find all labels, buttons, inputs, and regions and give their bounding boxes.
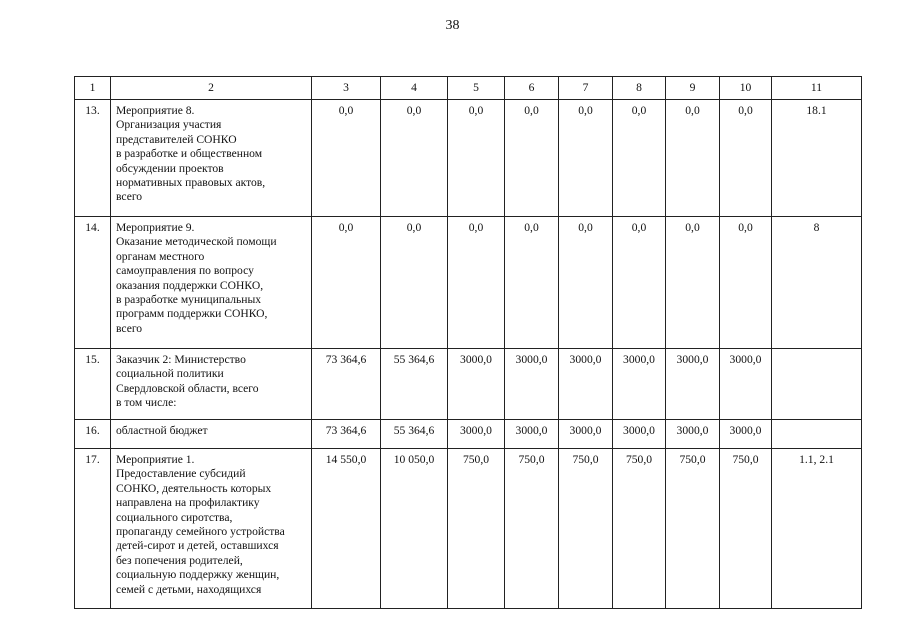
- row-number: 15.: [75, 349, 111, 420]
- target-reference: 1.1, 2.1: [772, 449, 862, 609]
- value-cell: 3000,0: [448, 349, 505, 420]
- column-header: 4: [381, 77, 448, 100]
- column-header: 2: [111, 77, 312, 100]
- value-cell: 73 364,6: [312, 349, 381, 420]
- value-cell: 750,0: [720, 449, 772, 609]
- column-header: 8: [613, 77, 666, 100]
- value-cell: 0,0: [448, 100, 505, 217]
- target-reference: 8: [772, 217, 862, 349]
- value-cell: 3000,0: [559, 349, 613, 420]
- value-cell: 0,0: [381, 217, 448, 349]
- column-header: 1: [75, 77, 111, 100]
- value-cell: 0,0: [559, 217, 613, 349]
- column-header: 6: [505, 77, 559, 100]
- value-cell: 73 364,6: [312, 420, 381, 449]
- value-cell: 0,0: [613, 100, 666, 217]
- value-cell: 55 364,6: [381, 349, 448, 420]
- row-description: областной бюджет: [111, 420, 312, 449]
- row-description: Мероприятие 9. Оказание методической помощи органам местного самоуправления по вопросу оказания поддержки СОНКО, в разработке муниципальных программ поддержки СОНКО, всего: [111, 217, 312, 349]
- value-cell: 3000,0: [613, 420, 666, 449]
- value-cell: 3000,0: [666, 349, 720, 420]
- target-reference: [772, 349, 862, 420]
- value-cell: 0,0: [666, 217, 720, 349]
- value-cell: 750,0: [559, 449, 613, 609]
- target-reference: [772, 420, 862, 449]
- page-number: 38: [445, 18, 460, 33]
- value-cell: 0,0: [312, 100, 381, 217]
- table-row: [75, 349, 862, 420]
- value-cell: 0,0: [720, 217, 772, 349]
- value-cell: 3000,0: [505, 349, 559, 420]
- value-cell: 3000,0: [613, 349, 666, 420]
- column-header: 11: [772, 77, 862, 100]
- table-row: [75, 217, 862, 349]
- value-cell: 0,0: [312, 217, 381, 349]
- row-description: Мероприятие 8. Организация участия представителей СОНКО в разработке и общественном обсуждении проектов нормативных правовых актов, всего: [111, 100, 312, 217]
- column-header: 5: [448, 77, 505, 100]
- value-cell: 0,0: [720, 100, 772, 217]
- column-header: 10: [720, 77, 772, 100]
- row-number: 16.: [75, 420, 111, 449]
- value-cell: 750,0: [613, 449, 666, 609]
- value-cell: 750,0: [666, 449, 720, 609]
- value-cell: 3000,0: [559, 420, 613, 449]
- row-number: 13.: [75, 100, 111, 217]
- value-cell: 0,0: [613, 217, 666, 349]
- column-header: 7: [559, 77, 613, 100]
- value-cell: 3000,0: [720, 349, 772, 420]
- table-header-row: [75, 77, 862, 100]
- column-header: 9: [666, 77, 720, 100]
- value-cell: 3000,0: [505, 420, 559, 449]
- value-cell: 10 050,0: [381, 449, 448, 609]
- value-cell: 55 364,6: [381, 420, 448, 449]
- value-cell: 14 550,0: [312, 449, 381, 609]
- column-header: 3: [312, 77, 381, 100]
- value-cell: 0,0: [505, 217, 559, 349]
- value-cell: 0,0: [381, 100, 448, 217]
- row-number: 14.: [75, 217, 111, 349]
- table-row: [75, 420, 862, 449]
- target-reference: 18.1: [772, 100, 862, 217]
- row-description: Мероприятие 1. Предоставление субсидий СОНКО, деятельность которых направлена на профилактику социального сиротства, пропаганду семейного устройства детей-сирот и детей, оставшихся без попечения родителей, социальную поддержку женщин, семей с детьми, находящихся: [111, 449, 312, 609]
- value-cell: 750,0: [448, 449, 505, 609]
- table-row: [75, 449, 862, 609]
- value-cell: 3000,0: [666, 420, 720, 449]
- value-cell: 0,0: [559, 100, 613, 217]
- row-number: 17.: [75, 449, 111, 609]
- value-cell: 3000,0: [448, 420, 505, 449]
- value-cell: 0,0: [666, 100, 720, 217]
- value-cell: 0,0: [448, 217, 505, 349]
- program-table: [74, 76, 862, 609]
- table-row: [75, 100, 862, 217]
- value-cell: 3000,0: [720, 420, 772, 449]
- value-cell: 750,0: [505, 449, 559, 609]
- row-description: Заказчик 2: Министерство социальной политики Свердловской области, всего в том числе:: [111, 349, 312, 420]
- value-cell: 0,0: [505, 100, 559, 217]
